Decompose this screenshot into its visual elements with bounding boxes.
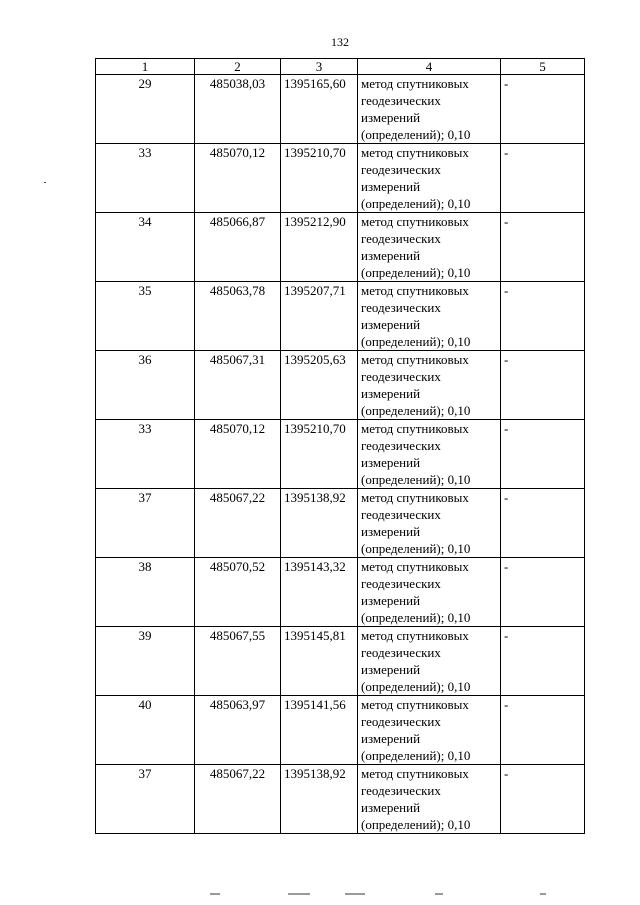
column-header-1: 1 (96, 59, 195, 75)
description-cell: - (501, 282, 585, 351)
table-row (96, 282, 585, 351)
description-cell: - (501, 558, 585, 627)
method-line: геодезических (361, 162, 441, 177)
description-cell: - (501, 489, 585, 558)
x-coordinate-cell: 485063,97 (195, 696, 281, 765)
x-coordinate-cell: 485067,22 (195, 765, 281, 834)
method-line: измерений (361, 800, 421, 815)
method-cell (358, 420, 501, 489)
point-number-cell: 33 (96, 144, 195, 213)
method-line: измерений (361, 248, 421, 263)
point-number-cell: 38 (96, 558, 195, 627)
method-line: измерений (361, 110, 421, 125)
x-coordinate-cell: 485063,78 (195, 282, 281, 351)
y-coordinate-cell: 1395207,71 (281, 282, 358, 351)
point-number-cell: 35 (96, 282, 195, 351)
column-header-2: 2 (195, 59, 281, 75)
method-cell (358, 351, 501, 420)
description-cell: - (501, 696, 585, 765)
method-cell (358, 558, 501, 627)
x-coordinate-cell: 485067,22 (195, 489, 281, 558)
description-cell: - (501, 144, 585, 213)
method-cell (358, 144, 501, 213)
method-line: измерений (361, 317, 421, 332)
x-coordinate-cell: 485070,12 (195, 420, 281, 489)
method-line: (определений); 0,10 (361, 541, 471, 556)
description-cell: - (501, 627, 585, 696)
table-body (96, 75, 585, 834)
method-line: (определений); 0,10 (361, 265, 471, 280)
x-coordinate-cell: 485070,12 (195, 144, 281, 213)
column-header-4: 4 (358, 59, 501, 75)
method-cell (358, 696, 501, 765)
method-line: (определений); 0,10 (361, 403, 471, 418)
y-coordinate-cell: 1395210,70 (281, 420, 358, 489)
method-cell (358, 282, 501, 351)
margin-mark (44, 182, 46, 183)
method-line: метод спутниковых (361, 76, 469, 91)
method-cell (358, 489, 501, 558)
table-row (96, 351, 585, 420)
method-line: геодезических (361, 507, 441, 522)
x-coordinate-cell: 485070,52 (195, 558, 281, 627)
method-line: (определений); 0,10 (361, 127, 471, 142)
method-line: метод спутниковых (361, 214, 469, 229)
method-line: (определений); 0,10 (361, 679, 471, 694)
method-line: измерений (361, 593, 421, 608)
method-line: геодезических (361, 714, 441, 729)
point-number-cell: 39 (96, 627, 195, 696)
method-line: (определений); 0,10 (361, 472, 471, 487)
table-row (96, 627, 585, 696)
description-cell: - (501, 765, 585, 834)
method-line: геодезических (361, 369, 441, 384)
table-row (96, 75, 585, 144)
y-coordinate-cell: 1395165,60 (281, 75, 358, 144)
description-cell: - (501, 213, 585, 282)
y-coordinate-cell: 1395141,56 (281, 696, 358, 765)
method-line: (определений); 0,10 (361, 196, 471, 211)
method-cell (358, 75, 501, 144)
method-line: метод спутниковых (361, 697, 469, 712)
method-cell (358, 627, 501, 696)
method-line: геодезических (361, 438, 441, 453)
table-row (96, 558, 585, 627)
coordinates-table (95, 58, 585, 834)
method-line: измерений (361, 386, 421, 401)
method-line: метод спутниковых (361, 145, 469, 160)
y-coordinate-cell: 1395212,90 (281, 213, 358, 282)
y-coordinate-cell: 1395210,70 (281, 144, 358, 213)
description-cell: - (501, 351, 585, 420)
method-line: (определений); 0,10 (361, 610, 471, 625)
table-row (96, 489, 585, 558)
x-coordinate-cell: 485067,55 (195, 627, 281, 696)
method-line: метод спутниковых (361, 559, 469, 574)
table-row (96, 765, 585, 834)
y-coordinate-cell: 1395138,92 (281, 765, 358, 834)
description-cell: - (501, 420, 585, 489)
method-line: измерений (361, 662, 421, 677)
y-coordinate-cell: 1395143,32 (281, 558, 358, 627)
method-line: метод спутниковых (361, 352, 469, 367)
page-number: 132 (331, 35, 349, 49)
table-row (96, 144, 585, 213)
x-coordinate-cell: 485038,03 (195, 75, 281, 144)
method-line: геодезических (361, 300, 441, 315)
table-row (96, 213, 585, 282)
method-line: метод спутниковых (361, 490, 469, 505)
method-line: (определений); 0,10 (361, 334, 471, 349)
table-header-row (96, 59, 585, 75)
y-coordinate-cell: 1395145,81 (281, 627, 358, 696)
point-number-cell: 33 (96, 420, 195, 489)
point-number-cell: 36 (96, 351, 195, 420)
method-line: геодезических (361, 783, 441, 798)
x-coordinate-cell: 485067,31 (195, 351, 281, 420)
point-number-cell: 34 (96, 213, 195, 282)
method-line: измерений (361, 455, 421, 470)
point-number-cell: 37 (96, 765, 195, 834)
description-cell: - (501, 75, 585, 144)
point-number-cell: 29 (96, 75, 195, 144)
method-line: измерений (361, 179, 421, 194)
table-row (96, 696, 585, 765)
method-line: метод спутниковых (361, 421, 469, 436)
point-number-cell: 37 (96, 489, 195, 558)
method-line: геодезических (361, 576, 441, 591)
table-row (96, 420, 585, 489)
method-line: геодезических (361, 645, 441, 660)
method-line: геодезических (361, 231, 441, 246)
method-line: измерений (361, 524, 421, 539)
method-line: (определений); 0,10 (361, 817, 471, 832)
method-line: метод спутниковых (361, 766, 469, 781)
y-coordinate-cell: 1395138,92 (281, 489, 358, 558)
method-line: (определений); 0,10 (361, 748, 471, 763)
method-line: метод спутниковых (361, 628, 469, 643)
method-line: метод спутниковых (361, 283, 469, 298)
method-cell (358, 765, 501, 834)
column-header-3: 3 (281, 59, 358, 75)
column-header-5: 5 (501, 59, 585, 75)
method-line: геодезических (361, 93, 441, 108)
method-line: измерений (361, 731, 421, 746)
x-coordinate-cell: 485066,87 (195, 213, 281, 282)
method-cell (358, 213, 501, 282)
bottom-scan-artifacts (210, 893, 600, 897)
point-number-cell: 40 (96, 696, 195, 765)
y-coordinate-cell: 1395205,63 (281, 351, 358, 420)
